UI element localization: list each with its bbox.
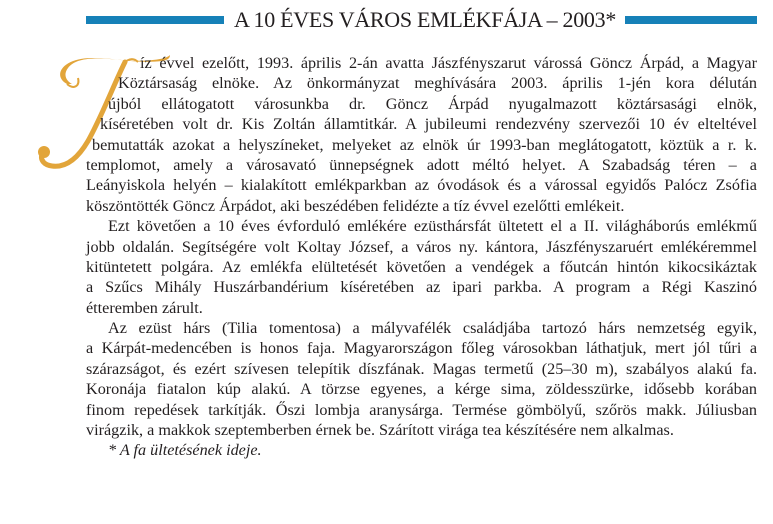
text-line: kíséretében volt dr. Kis Zoltán államtitkár. A jubileumi rendezvény szervezői 10 év elteltével xyxy=(100,115,757,134)
text-line: a Szűcs Mihály Huszárbandérium kíséretében az ipari parkba. A program a Régi Kaszinó xyxy=(86,278,757,297)
paragraph-2 xyxy=(86,216,757,318)
text-line: a Kárpát-medencében is honos faja. Magyarországon főleg városokban láthatjuk, mert jól tűri a xyxy=(86,339,757,358)
paragraph-3 xyxy=(86,318,757,440)
text-line: szárazságot, és ezért szívesen telepítik díszfának. Magas termetű (25–30 m), szabályos alakú fa. xyxy=(86,359,757,378)
title-decoration-bar-right xyxy=(625,16,757,24)
text-line: bemutatták azokat a helyszíneket, melyeket az elnök úr 1993-ban meglátogatott, köztük a r. k. xyxy=(92,135,757,154)
text-line: Köztársaság elnöke. Az önkormányzat meghívására 2003. április 1-jén kora délután xyxy=(118,74,757,93)
article-header xyxy=(0,8,773,32)
text-line: újból ellátogatott városunkba dr. Göncz Árpád nyugalmazott köztársasági elnök, xyxy=(108,94,757,113)
paragraph-1 xyxy=(86,53,757,216)
text-line: templomot, amely a városavató ünnepségnek adott méltó helyet. A Szabadság téren – a xyxy=(86,155,757,174)
text-line: köszöntötték Göncz Árpádot, aki beszédében felidézte a tíz évvel ezelőtti emlékeit. xyxy=(86,196,625,215)
text-line: étteremben zárult. xyxy=(86,298,203,317)
text-line: virágzik, a makkok szeptemberben érnek be. Szárított virága tea készítésére nem alkalmas. xyxy=(86,421,674,440)
article-title: A 10 ÉVES VÁROS EMLÉKFÁJA – 2003* xyxy=(233,7,617,32)
text-line: jobb oldalán. Segítségére volt Koltay József, a város ny. kántora, Jászfényszaruért emlékéremmel xyxy=(86,237,757,256)
dropcap-ball-terminal xyxy=(38,146,50,158)
title-decoration-bar-left xyxy=(86,16,224,24)
text-line: Leányiskola helyén – kialakított emlékparkban az óvodások és a várossal egyidős Palócz Zsófia xyxy=(86,176,757,195)
text-line: Az ezüst hárs (Tilia tomentosa) a mályvafélék családjába tartozó hárs nemzetség egyik, xyxy=(108,319,757,338)
text-line: kitüntetett polgára. Az emlékfa elültetését követően a vendégek a főutcán hintón kikocsikáztak xyxy=(86,257,757,276)
text-line: íz évvel ezelőtt, 1993. április 2-án avatta Jászfényszarut várossá Göncz Árpád, a Magyar xyxy=(140,54,757,72)
text-line: finom repedések tarkítják. Őszi lombja aranysárga. Termése gömbölyű, szőrös makk. Júliusban xyxy=(86,400,757,419)
text-line: Ezt követően a 10 éves évforduló emlékére ezüsthársfát ültetett el a II. világháborús emlékmű xyxy=(108,217,757,236)
text-line: Koronája fiatalon kúp alakú. A törzse egyenes, a kérge sima, zöldesszürke, idősebb korában xyxy=(86,380,757,399)
footnote: * A fa ültetésének ideje. xyxy=(108,441,262,460)
article-body xyxy=(86,53,757,461)
